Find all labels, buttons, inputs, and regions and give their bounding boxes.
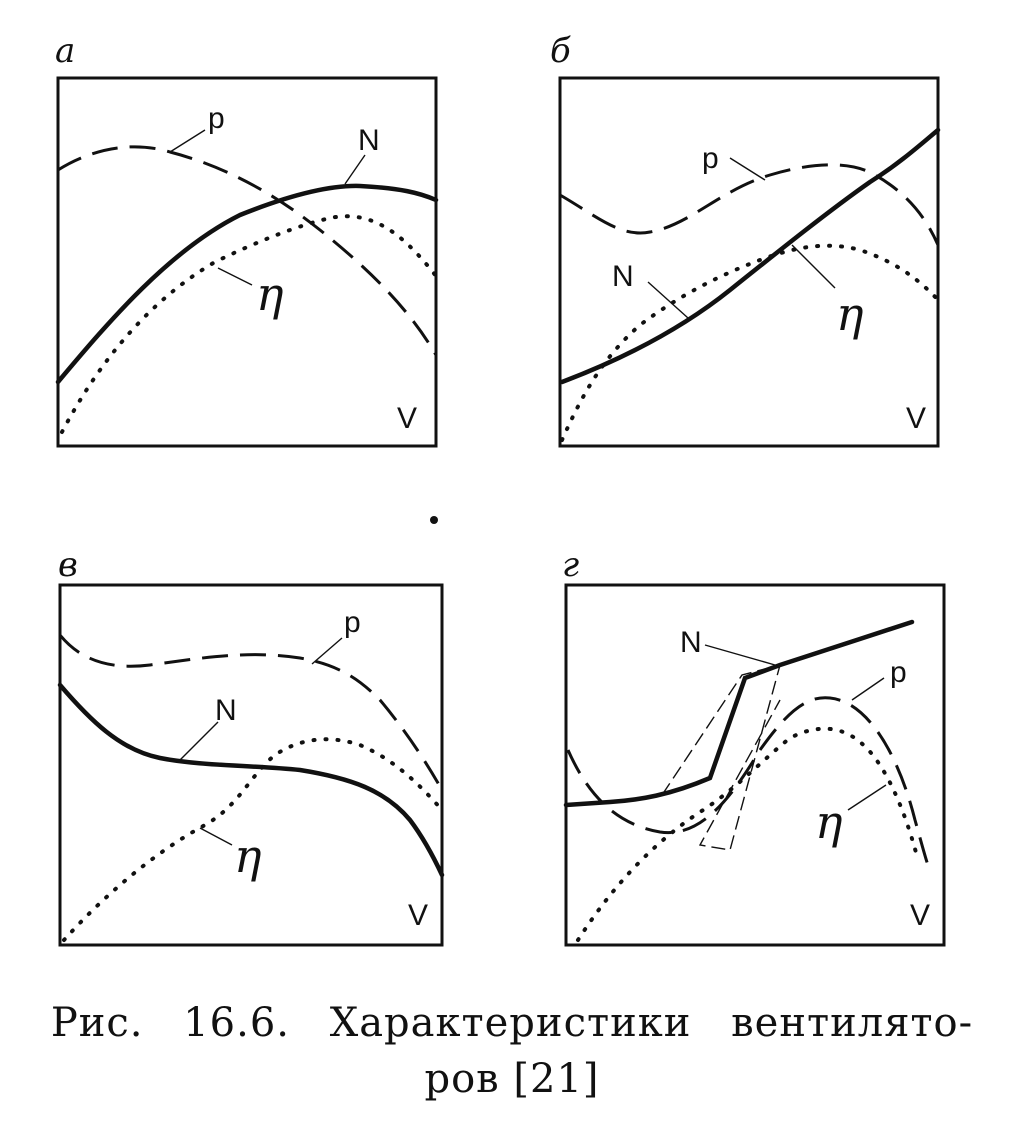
figure-caption-line-1: Рис. 16.6. Характеристики вентилято- [50, 1000, 974, 1046]
panel-b-eta-label: η [836, 287, 864, 341]
panel-a-p-curve [58, 147, 436, 355]
figure-caption-line-2: ров [21] [424, 1056, 600, 1102]
panel-a-label: а [55, 31, 76, 71]
panel-d-p-label: p [890, 656, 907, 689]
panel-d-N-label: N [680, 626, 702, 659]
panel-a-eta-leader [218, 268, 252, 285]
stray-dot [430, 516, 438, 524]
panel-c-label: в [58, 545, 78, 585]
panel-d-eta-leader [848, 785, 886, 810]
panel-c-p-leader [312, 638, 342, 664]
panel-b-p-leader [730, 158, 765, 180]
panel-c [58, 545, 442, 945]
panel-c-N-leader [180, 722, 218, 760]
panel-d-N-leader [705, 645, 775, 665]
panel-d-p-leader [852, 678, 884, 700]
panel-d-eta-label: η [815, 795, 843, 849]
panel-d-frame [566, 585, 944, 945]
panel-b-v-label: V [906, 402, 927, 435]
panel-b [550, 31, 938, 446]
panel-c-N-label: N [215, 694, 237, 727]
panel-a-p-label: p [208, 102, 225, 135]
panel-a-N-label: N [358, 124, 380, 157]
panel-d [562, 545, 944, 945]
panel-a-p-leader [170, 130, 205, 152]
panel-b-N-label: N [612, 260, 634, 293]
panel-b-eta-leader [792, 245, 835, 288]
panel-b-N-leader [648, 282, 688, 318]
panel-b-p-label: p [702, 142, 719, 175]
panel-d-label: г [562, 545, 580, 585]
panel-c-eta-label: η [234, 829, 262, 883]
panel-b-label: б [550, 31, 571, 71]
panel-c-p-label: p [344, 606, 361, 639]
panel-a-eta-curve [62, 216, 436, 432]
panel-a [55, 31, 436, 446]
panel-d-region-outline [662, 665, 780, 850]
panel-d-v-label: V [910, 899, 931, 932]
panel-d-eta-curve [578, 729, 918, 940]
panel-a-v-label: V [397, 402, 418, 435]
panel-a-eta-label: η [256, 267, 284, 321]
panel-c-v-label: V [408, 899, 429, 932]
panel-b-N-curve [562, 130, 938, 382]
panel-a-N-leader [345, 155, 365, 184]
panel-c-eta-leader [200, 828, 232, 845]
